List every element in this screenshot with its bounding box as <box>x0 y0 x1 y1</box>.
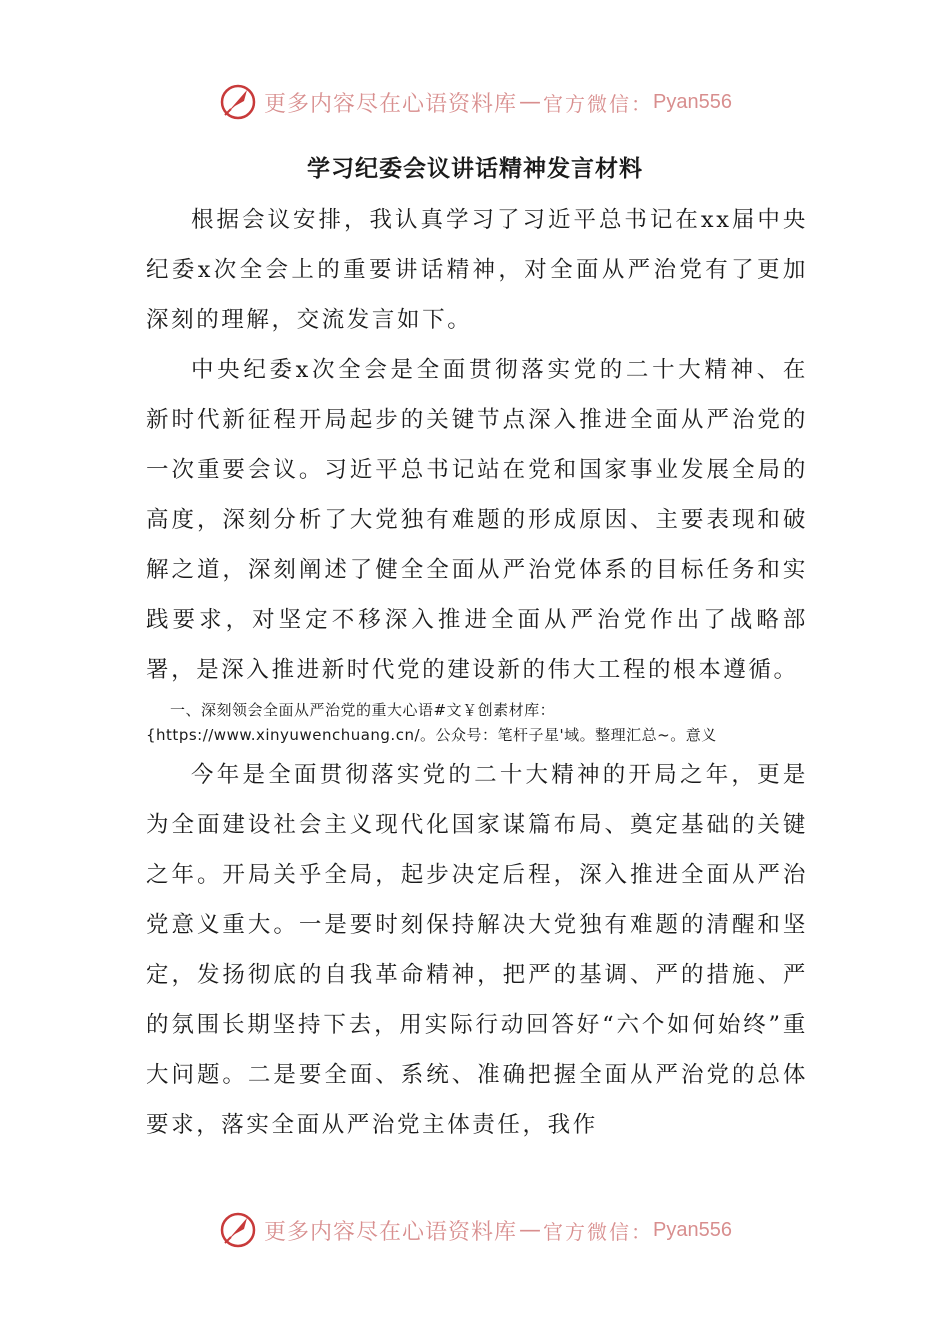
paragraph: 今年是全面贯彻落实党的二十大精神的开局之年，更是为全面建设社会主义现代化国家谋篇布局、奠定基础的关键之年。开局关乎全局，起步决定后程，深入推进全面从严治党意义重大。一是要时刻保持解决大党独有难题的清醒和坚定，发扬彻底的自我革命精神，把严的基调、严的措施、严的氛围长期坚持下去，用实际行动回答好“六个如何始终”重大问题。二是要全面、系统、准确把握全面从严治党的总体要求，落实全面从严治党主体责任，我作 <box>146 762 808 1138</box>
document-body <box>146 195 808 1150</box>
banner-wechat-id: Pyan556 <box>653 90 732 113</box>
quill-logo-icon <box>218 1210 258 1250</box>
banner-text: 更多内容尽在心语资料库 <box>264 91 518 117</box>
paragraph: 根据会议安排，我认真学习了习近平总书记在xx届中央纪委x次全会上的重要讲话精神，对全面从严治党有了更加深刻的理解，交流发言如下。 <box>146 207 808 333</box>
header-banner <box>0 80 950 124</box>
banner-separator: — <box>519 1217 542 1243</box>
banner-text: 更多内容尽在心语资料库 <box>264 1219 518 1245</box>
banner-wechat-label: 官方微信： <box>543 91 654 116</box>
banner-separator: — <box>519 89 542 115</box>
paragraph: 中央纪委x次全会是全面贯彻落实党的二十大精神、在新时代新征程开局起步的关键节点深入推进全面从严治党的一次重要会议。习近平总书记站在党和国家事业发展全局的高度，深刻分析了大党独有难题的形成原因、主要表现和破解之道，深刻阐述了健全全面从严治党体系的目标任务和实践要求，对坚定不移深入推进全面从严治党作出了战略部署，是深入推进新时代党的建设新的伟大工程的根本遵循。 <box>146 357 808 683</box>
quill-logo-icon <box>218 82 258 122</box>
section-heading: 一、深刻领会全面从严治党的重大心语#文￥创素材库：{https://www.xinyuwenchuang.cn/。公众号：笔杆子星'域。整理汇总~。意义 <box>146 701 717 744</box>
document-title: 学习纪委会议讲话精神发言材料 <box>307 156 643 182</box>
banner-wechat-id: Pyan556 <box>653 1218 732 1241</box>
footer-banner <box>0 1208 950 1252</box>
banner-wechat-label: 官方微信： <box>543 1219 654 1244</box>
